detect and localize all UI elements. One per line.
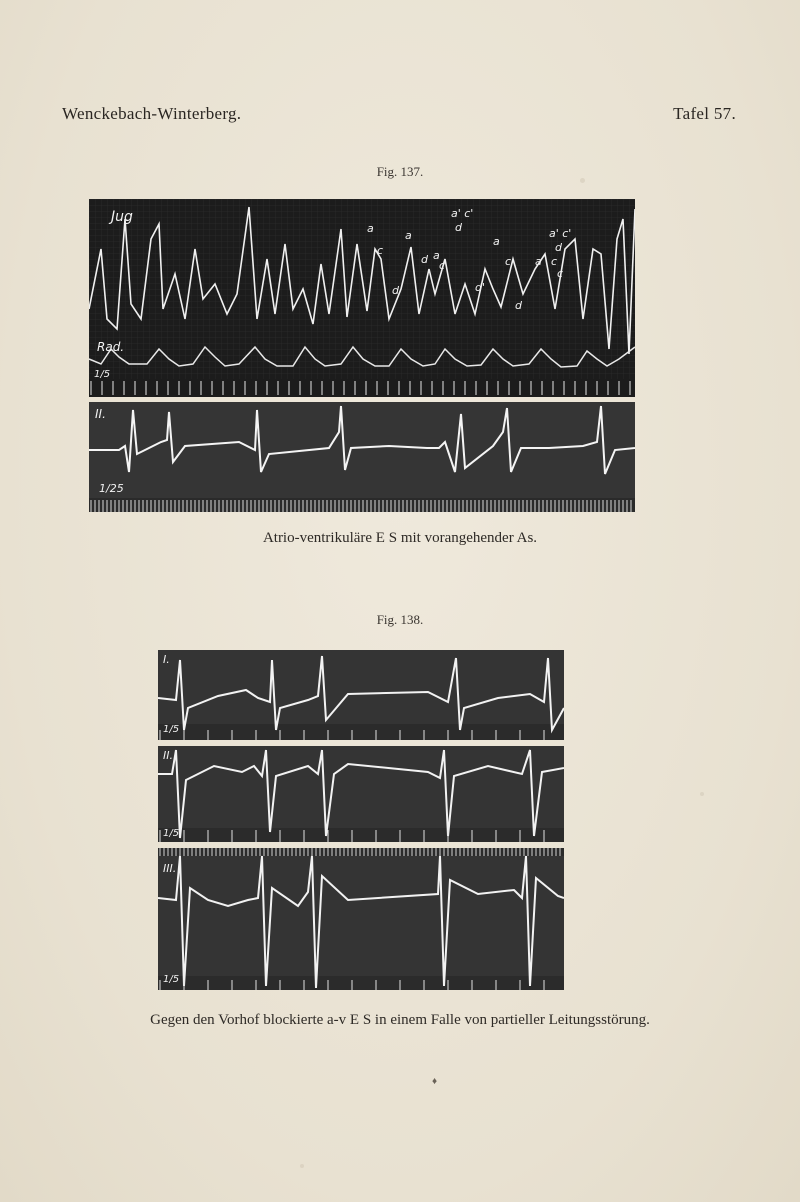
fig-137-ecg-plate xyxy=(89,402,635,512)
label-strip-iii-lead: III. xyxy=(163,862,177,875)
fig-138-strip-ii xyxy=(158,746,564,842)
running-head-authors: Wenckebach-Winterberg. xyxy=(62,104,242,123)
label-time-jug: 1/5 xyxy=(94,369,111,380)
annotation-letter: c xyxy=(505,255,512,268)
fig-138-caption: Gegen den Vorhof blockierte a-v E S in einem Falle von partieller Leitungsstörung. xyxy=(150,1012,650,1028)
annotation-letter: d xyxy=(555,241,562,254)
label-strip-i-lead: I. xyxy=(163,653,170,666)
annotation-letter: a xyxy=(433,249,440,262)
annotation-letter: a xyxy=(405,229,412,242)
fig-137-pulse-plate xyxy=(89,199,635,397)
annotation-letter: d xyxy=(421,253,428,266)
annotation-letter: d xyxy=(455,221,462,234)
label-time-ecg: 1/25 xyxy=(99,482,124,495)
ecg-lead-ii-tracing xyxy=(89,402,635,512)
annotation-letter: a xyxy=(493,235,500,248)
fig-137-label: Fig. 137. xyxy=(376,164,424,179)
annotation-letter: a xyxy=(535,255,542,268)
footer-mark: ♦ xyxy=(432,1076,438,1087)
label-strip-iii-time: 1/5 xyxy=(163,974,180,985)
annotation-letter: d xyxy=(515,299,522,312)
annotation-letter: a xyxy=(367,222,374,235)
annotation-letter: a' c' xyxy=(451,207,474,220)
fig-137-caption: Atrio-ventrikuläre E S mit vorangehender As. xyxy=(262,530,538,546)
label-strip-i-time: 1/5 xyxy=(163,724,180,735)
fig-138-strip-i xyxy=(158,650,564,740)
annotation-letter: c xyxy=(377,244,384,257)
fig-138-label: Fig. 138. xyxy=(376,612,424,627)
fig-138-strip-iii xyxy=(158,848,564,990)
strip-iii-top-markers xyxy=(160,848,560,856)
label-strip-ii-lead: II. xyxy=(163,749,173,762)
annotation-letter: d' xyxy=(475,281,486,294)
label-strip-ii-time: 1/5 xyxy=(163,828,180,839)
annotation-letter: d xyxy=(392,284,399,297)
annotation-letter: c xyxy=(439,259,446,272)
pulse-tracing xyxy=(89,199,635,397)
running-head-plate: Tafel 57. xyxy=(673,104,736,123)
label-jug: Jug xyxy=(111,209,133,225)
annotation-letter: a' c' xyxy=(549,227,572,240)
label-rad: Rad. xyxy=(97,340,125,354)
annotation-letter: c xyxy=(551,255,558,268)
label-lead-ii: II. xyxy=(95,407,106,421)
annotation-letter: c xyxy=(557,267,564,280)
